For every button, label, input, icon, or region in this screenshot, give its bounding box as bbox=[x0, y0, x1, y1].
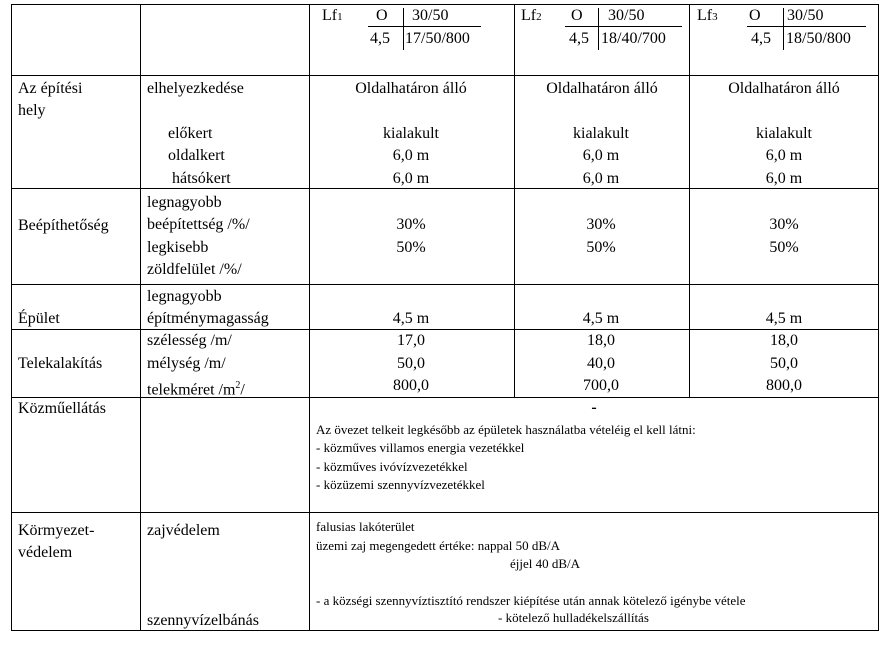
zone-type: O bbox=[571, 7, 583, 24]
zone-density: 30/50 bbox=[412, 7, 449, 24]
param-label: zajvédelem bbox=[147, 522, 220, 539]
cell-value: 30% bbox=[586, 216, 616, 233]
cell-value: 17,0 bbox=[397, 332, 425, 349]
cell-value: 50,0 bbox=[397, 355, 425, 372]
column-divider bbox=[309, 4, 310, 631]
cell-value: 800,0 bbox=[766, 377, 802, 394]
zone-density: 30/50 bbox=[787, 7, 824, 24]
column-divider bbox=[514, 4, 515, 398]
utilities-text: - közműves ivóvízvezetékkel bbox=[316, 459, 468, 474]
row-divider bbox=[11, 188, 879, 189]
param-label: legnagyobb bbox=[147, 194, 222, 211]
zone-type: O bbox=[376, 7, 388, 24]
zone-height: 4,5 bbox=[370, 30, 390, 47]
cell-value: 40,0 bbox=[587, 355, 615, 372]
zone-height: 4,5 bbox=[751, 30, 771, 47]
row-label: Az építési bbox=[18, 80, 83, 97]
zone-lot: 18/50/800 bbox=[786, 30, 851, 47]
cell-value: - bbox=[591, 399, 597, 416]
env-text: - kötelező hulladékelszállítás bbox=[498, 610, 649, 625]
param-label: zöldfelület /%/ bbox=[147, 261, 242, 278]
utilities-text: - közműves villamos energia vezetékkel bbox=[316, 440, 525, 455]
zone-code-rule bbox=[565, 26, 682, 27]
param-label: telekméret $/m^2/$ bbox=[147, 380, 245, 399]
row-divider bbox=[11, 329, 879, 330]
cell-value: Oldalhatáron álló bbox=[355, 80, 467, 97]
cell-value: 6,0 m bbox=[582, 147, 620, 164]
param-label: szélesség /m/ bbox=[147, 332, 232, 349]
cell-value: 800,0 bbox=[393, 377, 429, 394]
utilities-text: - közüzemi szennyvízvezetékkel bbox=[316, 477, 485, 492]
cell-value: 50% bbox=[396, 239, 426, 256]
cell-value: 6,0 m bbox=[392, 147, 430, 164]
row-divider bbox=[11, 75, 879, 76]
cell-value: 50% bbox=[769, 239, 799, 256]
cell-value: 6,0 m bbox=[392, 170, 430, 187]
cell-value: kialakult bbox=[573, 125, 629, 142]
cell-value: 18,0 bbox=[770, 332, 798, 349]
cell-value: 4,5 m bbox=[392, 310, 430, 327]
env-text: üzemi zaj megengedett értéke: nappal 50 dB/A bbox=[316, 538, 561, 553]
zone-code-rule bbox=[403, 8, 404, 50]
zone-density: 30/50 bbox=[608, 7, 645, 24]
row-divider bbox=[11, 284, 879, 285]
zone-code: Lf3 bbox=[697, 7, 718, 24]
zone-lot: 18/40/700 bbox=[601, 30, 666, 47]
env-text: éjjel 40 dB/A bbox=[510, 556, 581, 571]
param-label: építménymagasság bbox=[147, 310, 269, 327]
cell-value: 4,5 m bbox=[582, 310, 620, 327]
cell-value: Oldalhatáron álló bbox=[728, 80, 840, 97]
table-border-top bbox=[11, 4, 879, 5]
column-divider bbox=[140, 4, 141, 631]
param-label: mélység /m/ bbox=[147, 355, 226, 372]
cell-value: Oldalhatáron álló bbox=[546, 80, 658, 97]
table-border-right bbox=[878, 4, 879, 631]
column-divider bbox=[689, 4, 690, 398]
param-label: hátsókert bbox=[172, 170, 231, 187]
row-label: Beépíthetőség bbox=[18, 217, 109, 234]
cell-value: kialakult bbox=[383, 125, 439, 142]
cell-value: 18,0 bbox=[587, 332, 615, 349]
row-label: hely bbox=[18, 102, 46, 119]
table-border-left bbox=[11, 4, 12, 631]
row-divider bbox=[11, 397, 879, 398]
zone-lot: 17/50/800 bbox=[405, 30, 470, 47]
row-label: Épület bbox=[18, 310, 60, 327]
param-label: szennyvízelbánás bbox=[147, 612, 259, 629]
param-label: legkisebb bbox=[147, 239, 209, 256]
row-label: védelem bbox=[18, 544, 73, 561]
cell-value: 30% bbox=[396, 216, 426, 233]
cell-value: 30% bbox=[769, 216, 799, 233]
zone-code-rule bbox=[598, 8, 599, 50]
row-label: Telekalakítás bbox=[18, 355, 103, 372]
zone-height: 4,5 bbox=[569, 30, 589, 47]
row-label: Körmyezet- bbox=[18, 522, 95, 539]
env-text: falusias lakóterület bbox=[316, 519, 415, 534]
row-divider bbox=[11, 512, 879, 513]
zone-type: O bbox=[749, 7, 761, 24]
cell-value: 6,0 m bbox=[582, 170, 620, 187]
cell-value: 50,0 bbox=[770, 355, 798, 372]
cell-value: 700,0 bbox=[583, 377, 619, 394]
cell-value: 4,5 m bbox=[765, 310, 803, 327]
param-label: oldalkert bbox=[168, 147, 225, 164]
utilities-text: Az övezet telkeit legkésőbb az épületek használatba vételéig el kell látni: bbox=[316, 422, 696, 437]
row-label: Közműellátás bbox=[18, 400, 106, 417]
zone-code: Lf2 bbox=[521, 7, 542, 24]
zone-code-rule bbox=[783, 8, 784, 50]
env-text: - a községi szennyvíztisztító rendszer kiépítése után annak kötelező igénybe vétele bbox=[316, 593, 746, 608]
param-label: előkert bbox=[168, 125, 213, 142]
cell-value: 50% bbox=[586, 239, 616, 256]
table-border-bottom bbox=[11, 630, 879, 631]
param-label: elhelyezkedése bbox=[147, 80, 244, 97]
zone-code: Lf1 bbox=[322, 7, 343, 24]
param-label: legnagyobb bbox=[147, 288, 222, 305]
cell-value: 6,0 m bbox=[765, 170, 803, 187]
param-label: beépítettség /%/ bbox=[147, 216, 250, 233]
zone-code-rule bbox=[368, 26, 481, 27]
cell-value: 6,0 m bbox=[765, 147, 803, 164]
cell-value: kialakult bbox=[756, 125, 812, 142]
zone-code-rule bbox=[747, 26, 866, 27]
